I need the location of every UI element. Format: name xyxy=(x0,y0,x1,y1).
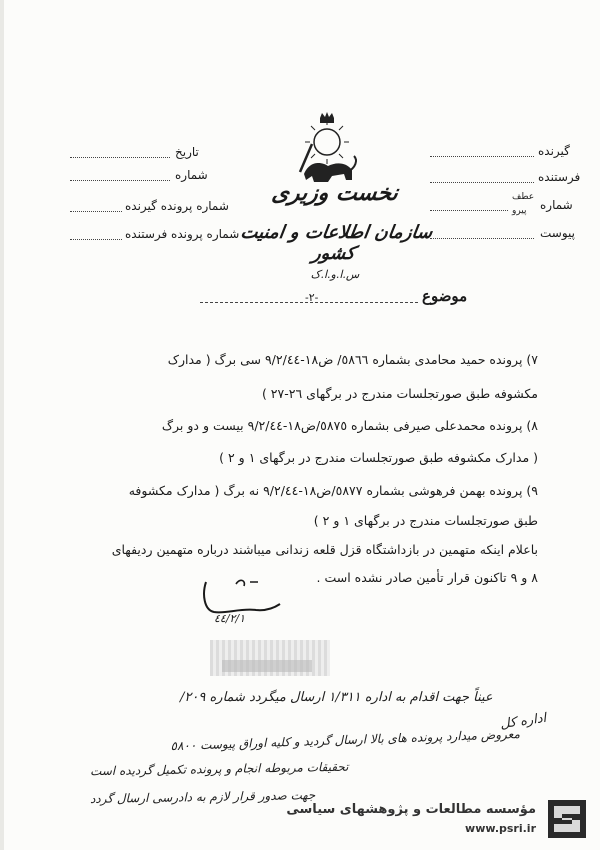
handwritten-note-3: تحقیقات مربوطه انجام و پرونده تکمیل گردیده است xyxy=(89,759,349,779)
number-dots xyxy=(70,180,170,181)
recipient-file-label: شماره پرونده گیرنده xyxy=(125,199,229,213)
org-title-line1: نخست وزیری xyxy=(270,180,400,206)
watermark-org: مؤسسه مطالعات و پژوهشهای سیاسی xyxy=(286,802,536,817)
body-line-1: ٧) پرونده حمید محامدی بشماره ٥٨٦٦/ ض١٨-٩/٢/٤٤ سی برگ ( مدارک xyxy=(167,352,538,367)
sender-file-dots xyxy=(70,239,122,240)
ref-peyrow-label: پیرو xyxy=(512,206,527,216)
org-code: س.ا.و.ا.ک xyxy=(310,268,360,281)
subject-page-number: -٢- xyxy=(305,291,319,304)
sender-file-label: شماره پرونده فرستنده xyxy=(125,227,240,241)
recipient-label: گیرنده xyxy=(538,144,570,158)
body-line-8: ٨ و ٩ تاکنون قرار تأمین صادر نشده است . xyxy=(316,570,538,585)
ref-number-dots xyxy=(430,210,508,211)
body-line-5: ٩) پرونده بهمن فرهوشی بشماره ٥٨٧٧/ض١٨-٩/٢/٤٤ نه برگ ( مدارک مکشوفه xyxy=(128,483,538,498)
institute-logo-icon xyxy=(548,800,586,838)
ref-atf-label: عطف xyxy=(512,192,535,202)
sender-dots xyxy=(430,182,534,183)
forward-note: عیناً جهت اقدام به اداره ١/٣١١ ارسال میگردد شماره ٢٠٩/ xyxy=(180,690,493,705)
recipient-file-dots xyxy=(70,211,122,212)
date-label: تاریخ xyxy=(175,145,199,159)
watermark-url: www.psri.ir xyxy=(465,822,536,835)
org-title-line2: سازمان اطلاعات و امنیت کشور xyxy=(239,222,434,264)
scan-edge xyxy=(0,0,4,850)
body-line-6: طبق صورتجلسات مندرج در برگهای ١ و ٢ ) xyxy=(313,513,538,528)
body-line-3: ٨) پرونده محمدعلی صیرفی بشماره ٥٨٧٥/ض١٨-٩/٢/٤٤ بیست و دو برگ xyxy=(161,418,538,433)
body-line-7: باعلام اینکه متهمین در بازداشتگاه قزل قلعه زندانی میباشند درباره متهمین ردیفهای xyxy=(111,542,538,557)
number-label: شماره xyxy=(175,168,208,182)
sender-label: فرستنده xyxy=(538,170,581,184)
subject-label: موضوع xyxy=(422,287,468,305)
ref-number-label: شماره xyxy=(540,198,573,212)
recipient-dots xyxy=(430,156,534,157)
attachment-label: پیوست xyxy=(540,226,575,240)
redacted-stamp-inner xyxy=(222,660,312,672)
handwritten-note-1: اداره کل xyxy=(499,710,548,733)
attachment-dots xyxy=(430,238,534,239)
body-line-2: مکشوفه طبق صورتجلسات مندرج در برگهای ٢٦-٢٧ ) xyxy=(261,386,538,401)
handwritten-note-4: جهت صدور قرار لازم به دادرسی ارسال گردد xyxy=(89,788,316,806)
signature-date: ٤٤/٢/١ xyxy=(214,612,246,625)
handwritten-note-2: معروض میدارد پرونده های بالا ارسال گردید و کلیه اوراق پیوست ٥٨٠٠ xyxy=(170,726,521,754)
date-dots xyxy=(70,157,170,158)
body-line-4: ( مدارک مکشوفه طبق صورتجلسات مندرج در برگهای ١ و ٢ ) xyxy=(219,450,538,465)
